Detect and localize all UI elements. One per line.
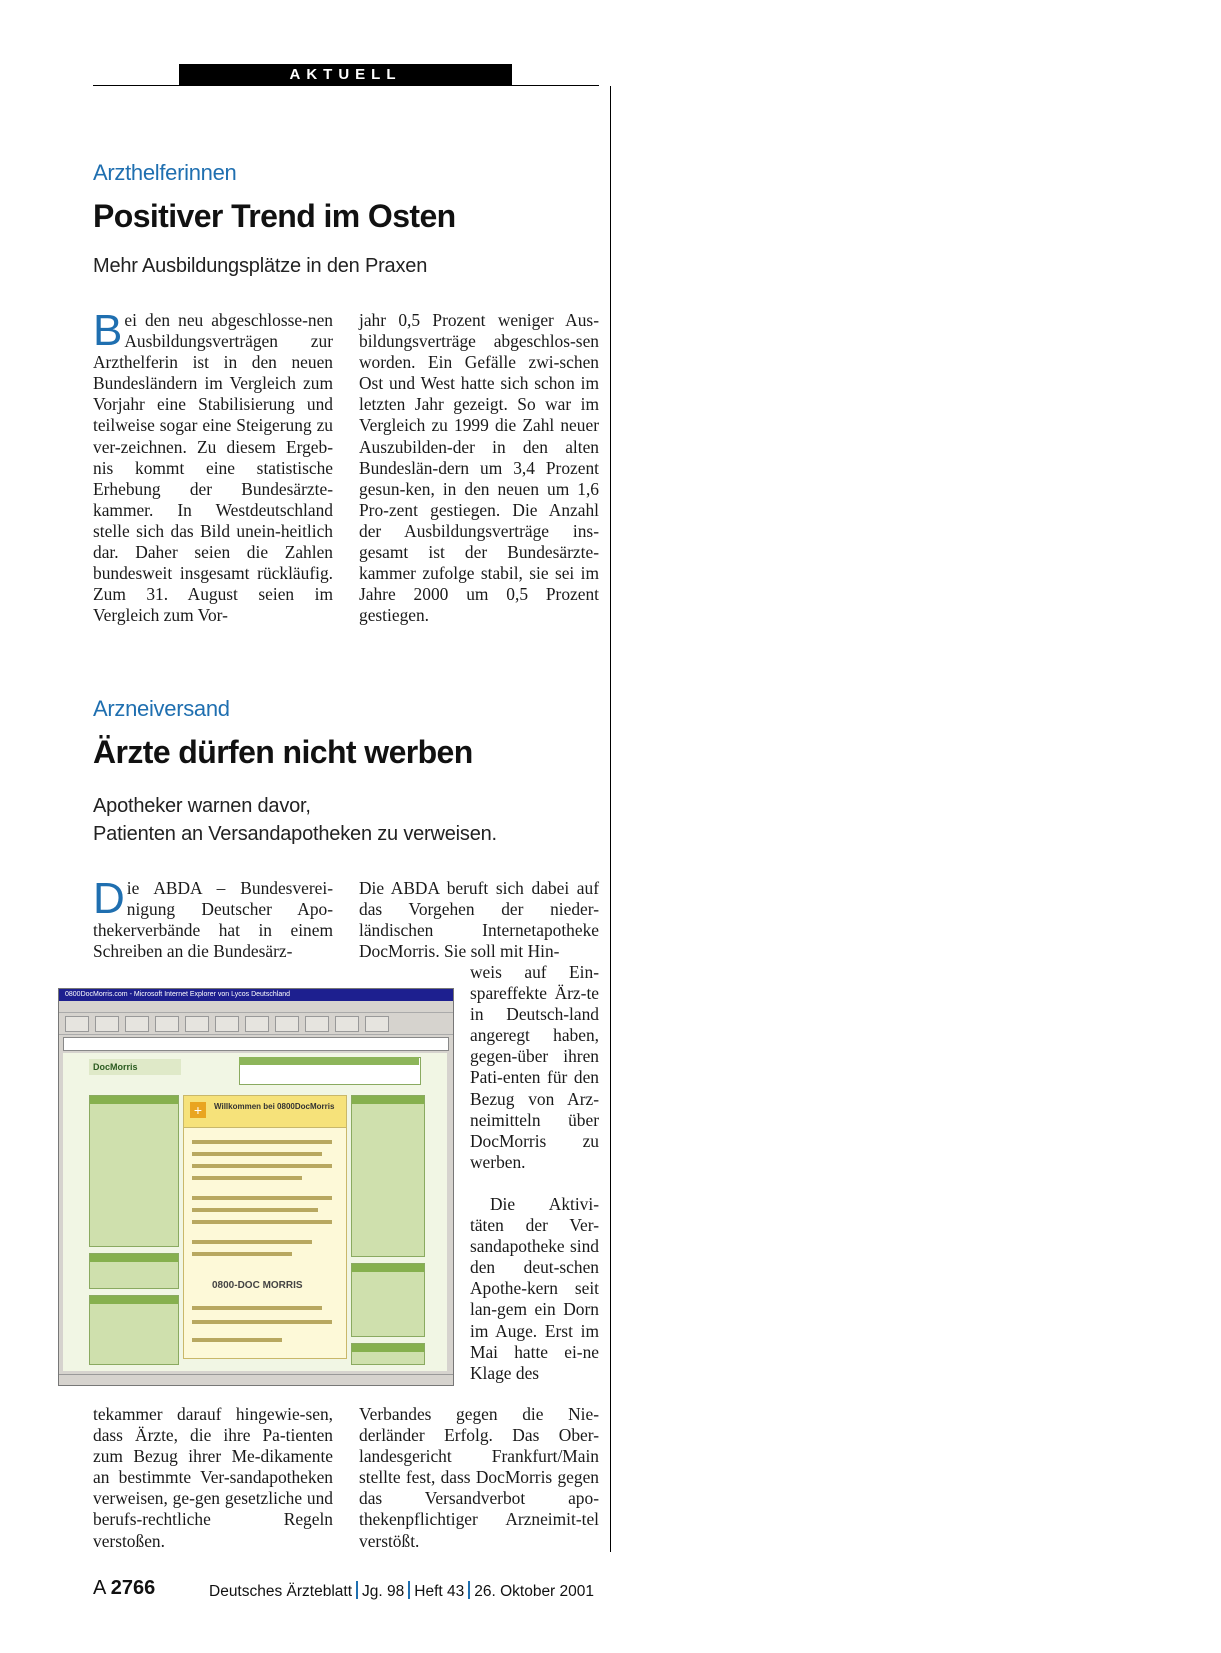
text-placeholder bbox=[192, 1320, 332, 1324]
website-brand-phone: 0800-DOC MORRIS bbox=[212, 1280, 303, 1291]
browser-statusbar bbox=[59, 1374, 453, 1385]
toolbar-button bbox=[245, 1016, 269, 1032]
article2-subline-2: Patienten an Versandapotheken zu verweisen. bbox=[93, 823, 497, 845]
browser-toolbar bbox=[59, 1013, 453, 1035]
footer-date: 26. Oktober 2001 bbox=[474, 1583, 595, 1600]
docmorris-logo: DocMorris bbox=[89, 1059, 181, 1075]
text-placeholder bbox=[192, 1140, 332, 1144]
toolbar-button bbox=[335, 1016, 359, 1032]
toolbar-button bbox=[155, 1016, 179, 1032]
toolbar-button bbox=[95, 1016, 119, 1032]
article1-column-2: jahr 0,5 Prozent weniger Aus-bildungsverträge abgeschlos-sen worden. Ein Gefälle zwi-schen Ost und West hatte sich schon im letzten Jahr gezeigt. So war im Vergleich zu 1999 die Zahl neuer Auszubilden-der in den alten Bundeslän-dern um 3,4 Prozent gesun-ken, in den neuen um 1,6 Pro-zent gestiegen. Die Anzahl der Ausbildungsverträge ins-gesamt ist der Bundesärzte-kammer zufolge stabil, sie sei im Jahre 2000 um 0,5 Prozent gestiegen. bbox=[359, 310, 599, 626]
article2-headline: Ärzte dürfen nicht werben bbox=[93, 734, 473, 770]
page-number bbox=[93, 1577, 155, 1600]
text-placeholder bbox=[192, 1176, 302, 1180]
toolbar-button bbox=[185, 1016, 209, 1032]
footer-citation bbox=[209, 1581, 594, 1601]
text-placeholder bbox=[192, 1252, 292, 1256]
article2-col1-top-text: ie ABDA – Bundesverei-nigung Deutscher Apo-thekerverbände hat in einem Schreiben an die Bundesärz- bbox=[93, 878, 333, 962]
website-right-panel bbox=[351, 1343, 425, 1365]
toolbar-button bbox=[305, 1016, 329, 1032]
toolbar-button bbox=[65, 1016, 89, 1032]
article1-column-1 bbox=[93, 306, 333, 626]
website-left-panel bbox=[89, 1295, 179, 1365]
text-placeholder bbox=[192, 1152, 322, 1156]
toolbar-button bbox=[365, 1016, 389, 1032]
article1-kicker: Arzthelferinnen bbox=[93, 160, 237, 185]
website-welcome-panel bbox=[183, 1095, 347, 1359]
article2-column-2-narrow-2: Die Aktivi-täten der Ver-sandapotheke sind den deut-schen Apothe-kern seit lan-gem ein Dorn im Auge. Erst im Mai hatte ei-ne Klage des bbox=[470, 1194, 599, 1383]
column-rule bbox=[610, 86, 611, 1552]
page-prefix: A bbox=[93, 1577, 107, 1599]
article1-subline: Mehr Ausbildungsplätze in den Praxen bbox=[93, 255, 428, 277]
article2-column-2-narrow: weis auf Ein-spareffekte Ärz-te in Deutsch-land angeregt haben, gegen-über ihren Pati-enten für den Bezug von Arz-neimitteln über DocMorris zu werben. bbox=[470, 962, 599, 1172]
article1-col1-text: ei den neu abgeschlosse-nen Ausbildungsverträgen zur Arzthelferin ist in den neuen Bundesländern im Vergleich zum Vorjahr eine Stabilisierung und teilweise sogar eine Steigerung zu ver-zeichnen. Zu diesem Ergeb-nis kommt eine statistische Erhebung der Bundesärzte-kammer. In Westdeutschland stelle sich das Bild unein-heitlich dar. Daher seien die Zahlen bundesweit insgesamt rückläufig. Zum 31. August seien im Vergleich zum Vor- bbox=[93, 310, 333, 626]
article2-column-2-top: Die ABDA beruft sich dabei auf das Vorgehen der nieder-ländischen Internetapotheke DocMorris. Sie soll mit Hin- bbox=[359, 878, 599, 962]
top-rule bbox=[93, 85, 599, 86]
article2-column-1-top bbox=[93, 874, 333, 962]
article1-dropcap: B bbox=[93, 306, 123, 355]
toolbar-button bbox=[125, 1016, 149, 1032]
article2-dropcap: D bbox=[93, 874, 125, 923]
page-number-value: 2766 bbox=[110, 1577, 156, 1599]
docmorris-screenshot-figure bbox=[58, 988, 454, 1386]
text-placeholder bbox=[192, 1208, 318, 1212]
website-welcome-banner: Willkommen bei 0800DocMorris bbox=[184, 1096, 346, 1128]
website-right-panel bbox=[351, 1095, 425, 1257]
section-label: AKTUELL bbox=[179, 64, 512, 85]
text-placeholder bbox=[192, 1240, 312, 1244]
website-left-panel bbox=[89, 1095, 179, 1247]
text-placeholder bbox=[192, 1220, 332, 1224]
browser-titlebar: 0800DocMorris.com - Microsoft Internet Explorer von Lycos Deutschland bbox=[59, 989, 453, 1001]
text-placeholder bbox=[192, 1338, 282, 1342]
article1-headline: Positiver Trend im Osten bbox=[93, 198, 456, 234]
website-left-panel bbox=[89, 1253, 179, 1289]
website-nav-bar bbox=[239, 1057, 419, 1065]
text-placeholder bbox=[192, 1164, 332, 1168]
toolbar-button bbox=[215, 1016, 239, 1032]
article2-column-2-bottom: Verbandes gegen die Nie-derländer Erfolg. Das Ober-landesgericht Frankfurt/Main stellte fest, dass DocMorris gegen das Versandverbot apo-thekenpflichtiger Arzneimit-tel verstößt. bbox=[359, 1404, 599, 1551]
article2-column-1-bottom: tekammer darauf hingewie-sen, dass Ärzte, die ihre Pa-tienten zum Bezug ihrer Me-dikamente an bestimmte Ver-sandapotheken verweisen, ge-gen gesetzliche und berufs-rechtliche Regeln verstoßen. bbox=[93, 1404, 333, 1551]
toolbar-button bbox=[275, 1016, 299, 1032]
pharmacy-cross-icon: + bbox=[190, 1102, 206, 1118]
footer-journal: Deutsches Ärzteblatt bbox=[209, 1583, 353, 1600]
article2-kicker: Arzneiversand bbox=[93, 696, 230, 721]
website-right-panel bbox=[351, 1263, 425, 1337]
article2-subline-1: Apotheker warnen davor, bbox=[93, 795, 311, 817]
footer-issue: Heft 43 bbox=[414, 1583, 465, 1600]
text-placeholder bbox=[192, 1196, 332, 1200]
footer-separator bbox=[356, 1581, 358, 1599]
website-page bbox=[63, 1053, 447, 1371]
footer-volume: Jg. 98 bbox=[362, 1583, 405, 1600]
footer-separator bbox=[408, 1581, 410, 1599]
browser-address-bar bbox=[63, 1037, 449, 1051]
footer-separator bbox=[468, 1581, 470, 1599]
browser-menubar bbox=[59, 1001, 453, 1013]
text-placeholder bbox=[192, 1306, 322, 1310]
